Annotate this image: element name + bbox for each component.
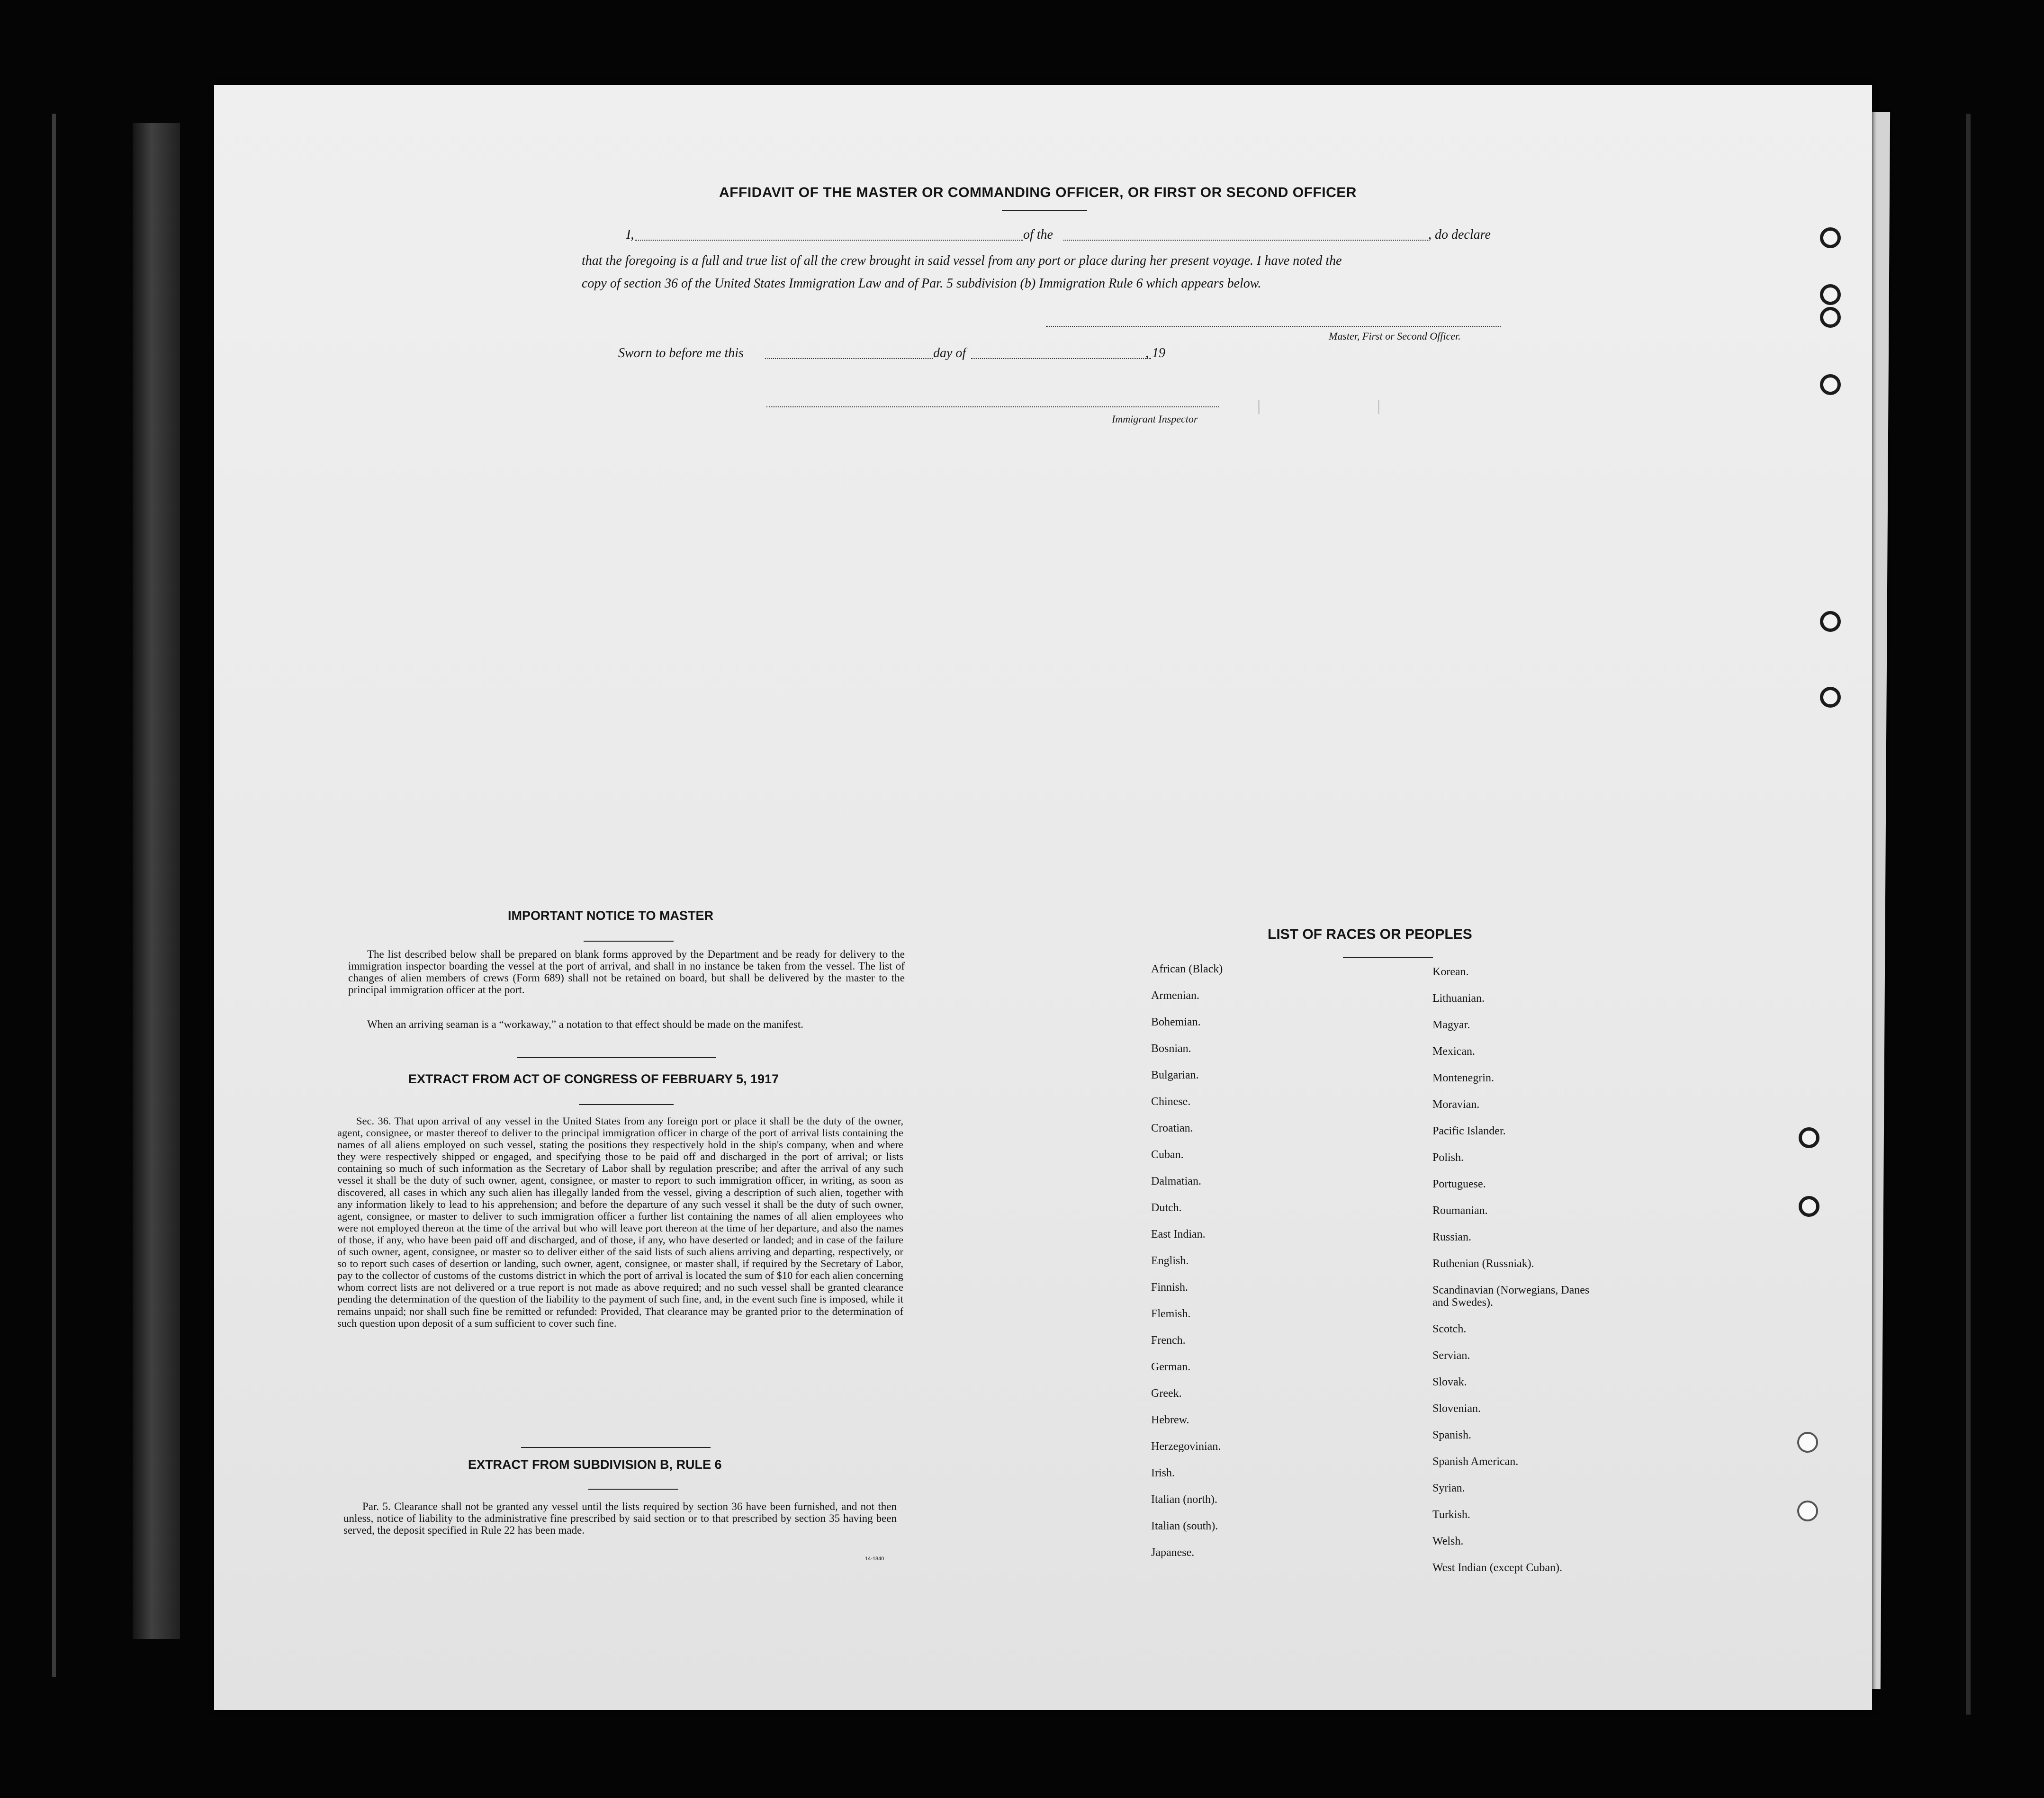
act-title-rule: [579, 1104, 674, 1105]
notice-paragraph-1: The list described below shall be prepared on blank forms approved by the Department and be ready for delivery to the immigration inspector boarding the vessel at the port of arrival, and shall in no instance be taken from the vessel. The list of changes of alien members of crews (Form 689) shall not be retained on board, but shall be delivered by the master to the principal immigration officer at the port.: [348, 948, 905, 996]
affidavit-body-2: copy of section 36 of the United States Immigration Law and of Par. 5 subdivision (b) Immigration Rule 6 which appears below.: [582, 276, 1261, 291]
binder-hole: [1820, 611, 1841, 632]
inspector-signature-line: [766, 406, 1219, 407]
race-item: Irish.: [1151, 1467, 1175, 1479]
affidavit-do-declare: , do declare: [1428, 227, 1491, 242]
rule-top-rule: [521, 1447, 711, 1448]
rule-body: Par. 5. Clearance shall not be granted any vessel until the lists required by section 36 have been furnished, and not then unless, notice of liability to the administrative fine prescribed by said section or to that prescribed by section 35 having been served, the deposit specified in Rule 22 has been made.: [343, 1501, 897, 1536]
race-item: Ruthenian (Russniak).: [1432, 1258, 1534, 1270]
race-item: Chinese.: [1151, 1096, 1191, 1108]
race-item: Herzegovinian.: [1151, 1440, 1221, 1453]
race-item: East Indian.: [1151, 1228, 1206, 1241]
form-number: 14-1840: [865, 1556, 884, 1562]
scan-edge-left-shadow: [133, 123, 180, 1639]
race-item: Mexican.: [1432, 1045, 1475, 1058]
affidavit-title-rule: [1002, 210, 1087, 211]
race-item: African (Black): [1151, 963, 1223, 975]
scan-edge-right: [1966, 114, 1971, 1715]
race-item: Japanese.: [1151, 1546, 1195, 1559]
race-item: Bulgarian.: [1151, 1069, 1199, 1081]
binder-hole: [1820, 374, 1841, 395]
race-item: Spanish American.: [1432, 1456, 1519, 1468]
race-item: Armenian.: [1151, 989, 1199, 1002]
race-item: Syrian.: [1432, 1482, 1465, 1494]
sworn-month-blank: [971, 358, 1151, 359]
notice-title-rule: [584, 941, 674, 942]
race-item: Magyar.: [1432, 1019, 1470, 1031]
affidavit-line-i: I,: [626, 227, 634, 242]
vessel-blank: [1063, 240, 1428, 241]
race-item: Dalmatian.: [1151, 1175, 1201, 1187]
race-item: Flemish.: [1151, 1308, 1191, 1320]
race-item: Finnish.: [1151, 1281, 1189, 1294]
races-column-1: [1151, 963, 1223, 1573]
binder-hole: [1820, 227, 1841, 248]
race-item: Russian.: [1432, 1231, 1472, 1243]
day-of-label: day of: [933, 346, 966, 360]
race-item: German.: [1151, 1361, 1191, 1373]
race-item: English.: [1151, 1255, 1189, 1267]
act-title: EXTRACT FROM ACT OF CONGRESS OF FEBRUARY 5, 1917: [408, 1072, 779, 1086]
race-item: Portuguese.: [1432, 1178, 1486, 1190]
affidavit-of-the: of the: [1023, 227, 1053, 242]
race-item: Spanish.: [1432, 1429, 1472, 1441]
race-item: Dutch.: [1151, 1202, 1182, 1214]
race-item: Hebrew.: [1151, 1414, 1189, 1426]
binder-hole: [1797, 1432, 1818, 1453]
master-signature-line: [1046, 326, 1501, 327]
rule-title-rule: [588, 1489, 678, 1490]
bleed-through-text: | |: [356, 398, 1383, 414]
binder-hole: [1820, 307, 1841, 328]
race-item: Servian.: [1432, 1349, 1470, 1362]
year-label: , 19: [1145, 346, 1165, 360]
name-blank: [635, 240, 1023, 241]
race-item: Scotch.: [1432, 1323, 1467, 1335]
document-page: [214, 85, 1872, 1710]
race-item: Italian (south).: [1151, 1520, 1218, 1532]
binder-hole: [1820, 284, 1841, 305]
races-column-2: [1432, 966, 1603, 1588]
race-item: Korean.: [1432, 966, 1469, 978]
notice-paragraph-2: When an arriving seaman is a “workaway,” a notation to that effect should be made on the manifest.: [367, 1018, 803, 1030]
race-item: Bosnian.: [1151, 1043, 1191, 1055]
race-item: French.: [1151, 1334, 1186, 1347]
inspector-label: Immigrant Inspector: [1112, 413, 1198, 425]
race-item: Bohemian.: [1151, 1016, 1201, 1028]
race-item: Roumanian.: [1432, 1205, 1488, 1217]
race-item: Montenegrin.: [1432, 1072, 1494, 1084]
master-label: Master, First or Second Officer.: [1329, 330, 1461, 342]
race-item: Welsh.: [1432, 1535, 1464, 1547]
race-item: Polish.: [1432, 1151, 1464, 1164]
race-item: West Indian (except Cuban).: [1432, 1562, 1562, 1574]
race-item: Slovenian.: [1432, 1402, 1481, 1415]
notice-title: IMPORTANT NOTICE TO MASTER: [508, 908, 713, 923]
rule-title: EXTRACT FROM SUBDIVISION B, RULE 6: [468, 1457, 722, 1472]
scan-edge-left: [52, 114, 56, 1677]
binder-hole: [1799, 1196, 1819, 1217]
races-title: LIST OF RACES OR PEOPLES: [1268, 926, 1472, 942]
act-body: Sec. 36. That upon arrival of any vessel in the United States from any foreign port or place it shall be the duty of the owner, agent, consignee, or master thereof to deliver to the principal immigration officer in charge of the port of arrival lists containing the names of all aliens employed on such vessel, stating the positions they respectively hold in the ship's company, when and where they were respectively shipped or engaged, and specifying those to be paid off and discharged in the port of arrival; or lists containing so much of such information as the Secretary of Labor shall by regulation prescribe; and after the arrival of any such vessel it shall be the duty of such owner, agent, consignee, or master to report to such immigration officer, in writing, as soon as discovered, all cases in which any such alien has illegally landed from the vessel, giving a description of such alien, together with any information likely to lead to his apprehension; and before the departure of any such vessel it shall be the duty of such owner, agent, consignee, or master to deliver to such immigration officer a further list containing the names of all alien employees who were not employed thereon at the time of the arrival but who will leave port thereon at the time of her departure, and also the names of those, if any, who have been paid off and discharged, and of those, if any, who have deserted or landed; and in case of the failure of such owner, agent, consignee, or master so to deliver either of the said lists of such aliens arriving and departing, respectively, or so to report such cases of desertion or landing, such owner, agent, consignee, or master shall, if required by the Secretary of Labor, pay to the collector of customs of the customs district in which the port of arrival is located the sum of $10 for each alien concerning whom correct lists are not delivered or a true report is not made as above required; and no such vessel shall be granted clearance pending the determination of the question of the liability to the payment of such fine, and, in the event such fine is imposed, while it remains unpaid; nor shall such fine be remitted or refunded: Provided, That clearance may be granted prior to the determination of such question upon deposit of a sum sufficient to cover such fine.: [337, 1115, 903, 1329]
races-title-rule: [1343, 957, 1433, 958]
affidavit-title: AFFIDAVIT OF THE MASTER OR COMMANDING OFFICER, OR FIRST OR SECOND OFFICER: [719, 185, 1357, 200]
sworn-label: Sworn to before me this: [618, 346, 744, 360]
race-item: Italian (north).: [1151, 1493, 1217, 1506]
race-item: Moravian.: [1432, 1098, 1480, 1111]
affidavit-body-1: that the foregoing is a full and true list of all the crew brought in said vessel from any port or place during her present voyage. I have noted the: [582, 253, 1342, 268]
race-item: Turkish.: [1432, 1509, 1470, 1521]
race-item: Scandinavian (Norwegians, Danes and Swedes).: [1432, 1284, 1590, 1309]
binder-hole: [1799, 1127, 1819, 1148]
race-item: Lithuanian.: [1432, 992, 1485, 1005]
binder-hole: [1820, 687, 1841, 708]
race-item: Pacific Islander.: [1432, 1125, 1506, 1137]
race-item: Slovak.: [1432, 1376, 1467, 1388]
race-item: Cuban.: [1151, 1149, 1184, 1161]
sworn-day-blank: [765, 358, 933, 359]
act-top-rule: [517, 1057, 716, 1058]
race-item: Greek.: [1151, 1387, 1182, 1400]
binder-hole: [1797, 1501, 1818, 1521]
race-item: Croatian.: [1151, 1122, 1193, 1134]
